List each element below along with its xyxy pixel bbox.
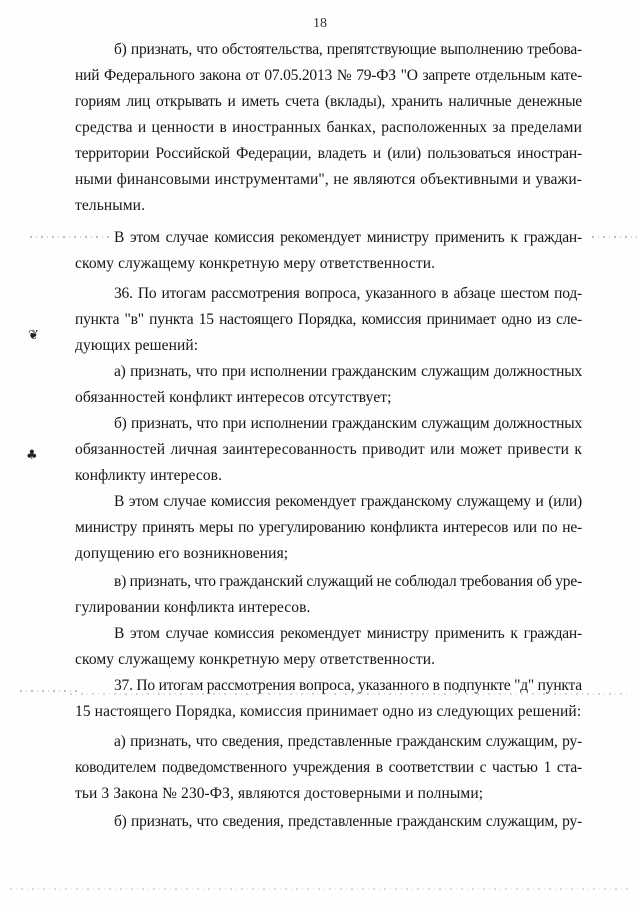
text-line bbox=[75, 118, 582, 138]
line-text: конфликту интересов. bbox=[75, 467, 223, 484]
text-line bbox=[75, 388, 392, 408]
line-text: министру принять меры по урегулированию конфликта интересов или по не- bbox=[75, 519, 582, 536]
line-text: тельными. bbox=[75, 197, 146, 214]
line-text: б) признать, что при исполнении гражданским служащим должностных bbox=[114, 415, 582, 432]
line-text: средства и ценности в иностранных банках, расположенных за пределами bbox=[75, 119, 582, 136]
text-line bbox=[114, 414, 582, 434]
text-line bbox=[114, 624, 582, 644]
scan-noise bbox=[10, 888, 630, 890]
line-text: ными финансовыми инструментами", не являются объективными и уважи- bbox=[75, 171, 582, 188]
text-line bbox=[75, 144, 582, 164]
line-text: В этом случае комиссия рекомендует министру применить к граждан- bbox=[114, 229, 582, 246]
line-text: ководителем подведомственного учреждения в соответствии с частью 1 ста- bbox=[75, 759, 582, 776]
scan-noise bbox=[30, 236, 110, 238]
line-text: скому служащему конкретную меру ответственности. bbox=[75, 255, 436, 272]
scan-mark-icon: ❦ bbox=[28, 328, 39, 343]
line-text: б) признать, что обстоятельства, препятствующие выполнению требова- bbox=[114, 41, 582, 58]
text-line bbox=[75, 254, 435, 274]
line-text: тьи 3 Закона № 230-ФЗ, являются достоверными и полными; bbox=[75, 785, 484, 802]
line-text: 37. По итогам рассмотрения вопроса, указанного в подпункте "д" пункта bbox=[114, 677, 582, 694]
text-line bbox=[75, 440, 582, 460]
text-line bbox=[75, 310, 582, 330]
line-text: В этом случае комиссия рекомендует гражданскому служащему и (или) bbox=[114, 493, 582, 510]
text-line bbox=[75, 784, 483, 804]
line-text: В этом случае комиссия рекомендует министру применить к граждан- bbox=[114, 625, 582, 642]
text-line bbox=[75, 544, 288, 564]
line-text: пункта "в" пункта 15 настоящего Порядка, комиссия принимает одно из сле- bbox=[75, 311, 582, 328]
line-text: в) признать, что гражданский служащий не соблюдал требования об уре- bbox=[114, 573, 582, 590]
text-line bbox=[114, 284, 582, 304]
scan-noise bbox=[20, 690, 80, 692]
text-line bbox=[75, 92, 582, 112]
text-line bbox=[75, 66, 582, 86]
line-text: б) признать, что сведения, представленные гражданским служащим, ру- bbox=[114, 813, 582, 830]
line-text: а) признать, что при исполнении гражданским служащим должностных bbox=[114, 363, 582, 380]
text-line bbox=[75, 650, 435, 670]
page-number: 18 bbox=[313, 16, 327, 31]
scan-noise bbox=[592, 236, 637, 238]
text-line bbox=[114, 228, 582, 248]
text-line bbox=[114, 572, 582, 592]
line-text: гулировании конфликта интересов. bbox=[75, 599, 311, 616]
line-text: обязанностей конфликт интересов отсутствует; bbox=[75, 389, 392, 406]
text-line bbox=[114, 812, 582, 832]
text-line bbox=[114, 362, 582, 382]
text-line bbox=[114, 492, 582, 512]
text-line bbox=[75, 702, 581, 722]
line-text: а) признать, что сведения, представленные гражданским служащим, ру- bbox=[114, 733, 582, 750]
text-line bbox=[114, 676, 582, 696]
text-line bbox=[114, 732, 582, 752]
line-text: территории Российской Федерации, владеть и (или) пользоваться иностран- bbox=[75, 145, 582, 162]
line-text: скому служащему конкретную меру ответственности. bbox=[75, 651, 436, 668]
line-text: допущению его возникновения; bbox=[75, 545, 289, 562]
text-line bbox=[75, 758, 582, 778]
line-text: 15 настоящего Порядка, комиссия принимает одно из следующих решений: bbox=[75, 703, 582, 720]
line-text: дующих решений: bbox=[75, 337, 199, 354]
line-text: 36. По итогам рассмотрения вопроса, указанного в абзаце шестом под- bbox=[114, 285, 582, 302]
text-line bbox=[75, 466, 222, 486]
text-line bbox=[75, 170, 582, 190]
text-line bbox=[75, 518, 582, 538]
text-line bbox=[114, 40, 582, 60]
text-line bbox=[75, 336, 198, 356]
text-line bbox=[75, 196, 145, 216]
line-text: обязанностей личная заинтересованность приводит или может привести к bbox=[75, 441, 582, 458]
scan-mark-icon: ♣ bbox=[26, 448, 38, 463]
text-line bbox=[75, 598, 311, 618]
line-text: ний Федерального закона от 07.05.2013 № 79-ФЗ "О запрете отдельным кате- bbox=[75, 67, 582, 84]
line-text: гориям лиц открывать и иметь счета (вклады), хранить наличные денежные bbox=[75, 93, 582, 110]
